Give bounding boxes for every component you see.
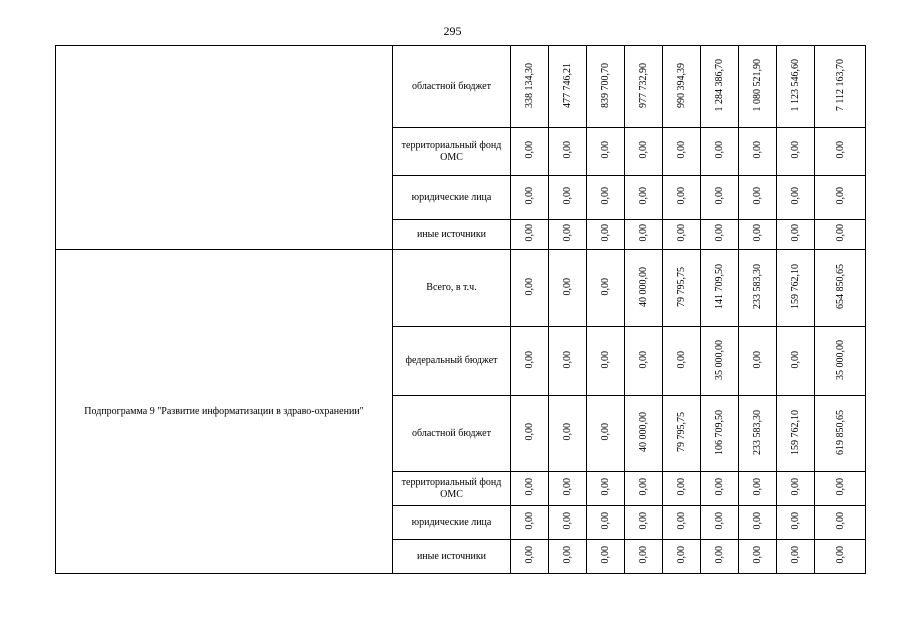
value-cell	[625, 396, 663, 472]
value-text: 0,00	[676, 478, 687, 496]
value-text: 35 000,00	[714, 339, 725, 380]
value-text: 1 080 521,90	[752, 58, 763, 112]
value-text: 619 850,65	[834, 409, 846, 455]
value-text: 0,00	[790, 187, 801, 205]
value-cell	[739, 540, 777, 574]
value-cell	[701, 327, 739, 396]
value-text: 79 795,75	[676, 266, 687, 307]
value-text: 0,00	[790, 478, 801, 496]
value-cell	[739, 46, 777, 128]
value-cell	[587, 540, 625, 574]
value-cell	[625, 472, 663, 506]
value-text: 0,00	[562, 512, 573, 530]
value-text: 0,00	[676, 141, 687, 159]
value-cell	[739, 220, 777, 250]
value-text: 40 000,00	[638, 412, 649, 452]
value-cell	[511, 128, 549, 176]
value-cell	[625, 327, 663, 396]
value-text: 0,00	[790, 141, 801, 159]
value-text: 0,00	[600, 423, 611, 441]
value-cell	[777, 128, 815, 176]
value-cell	[549, 250, 587, 327]
value-cell	[701, 128, 739, 176]
value-text: 0,00	[790, 546, 801, 564]
value-text: 0,00	[524, 512, 535, 530]
value-cell	[587, 128, 625, 176]
funding-source-cell: областной бюджет	[393, 46, 511, 128]
value-cell	[511, 540, 549, 574]
value-cell	[511, 250, 549, 327]
value-cell	[701, 506, 739, 540]
value-text: 0,00	[600, 277, 611, 296]
value-text: 990 394,39	[676, 62, 687, 108]
value-cell	[663, 128, 701, 176]
value-cell	[625, 220, 663, 250]
value-cell	[815, 220, 866, 250]
value-cell	[701, 472, 739, 506]
value-text: 0,00	[524, 478, 535, 496]
value-text: 0,00	[562, 141, 573, 159]
funding-source-cell: иные источники	[393, 540, 511, 574]
value-text: 0,00	[562, 423, 573, 441]
value-cell	[815, 176, 866, 220]
value-text: 0,00	[834, 187, 846, 205]
value-cell	[739, 472, 777, 506]
value-text: 0,00	[638, 478, 649, 496]
program-name-cell	[56, 46, 393, 250]
value-cell	[587, 250, 625, 327]
value-text: 7 112 163,70	[834, 58, 846, 112]
value-text: 0,00	[752, 350, 763, 369]
value-text: 0,00	[638, 512, 649, 530]
value-cell	[625, 46, 663, 128]
value-text: 0,00	[752, 512, 763, 530]
value-text: 0,00	[638, 187, 649, 205]
value-text: 233 583,30	[752, 264, 763, 309]
value-cell	[815, 472, 866, 506]
value-text: 0,00	[676, 224, 687, 242]
value-cell	[815, 506, 866, 540]
value-cell	[549, 396, 587, 472]
value-text: 0,00	[524, 224, 535, 242]
value-text: 0,00	[524, 141, 535, 159]
funding-source-cell: территориальный фонд ОМС	[393, 128, 511, 176]
value-text: 0,00	[834, 224, 846, 242]
value-cell	[663, 540, 701, 574]
value-cell	[663, 472, 701, 506]
value-cell	[549, 472, 587, 506]
value-text: 0,00	[790, 224, 801, 242]
value-cell	[549, 220, 587, 250]
value-cell	[625, 250, 663, 327]
value-cell	[663, 396, 701, 472]
value-cell	[815, 327, 866, 396]
value-cell	[777, 250, 815, 327]
value-text: 0,00	[752, 187, 763, 205]
funding-source-cell: юридические лица	[393, 506, 511, 540]
value-cell	[815, 128, 866, 176]
value-cell	[625, 540, 663, 574]
value-cell	[739, 176, 777, 220]
value-cell	[663, 176, 701, 220]
value-cell	[549, 128, 587, 176]
value-cell	[777, 46, 815, 128]
value-cell	[815, 540, 866, 574]
value-cell	[511, 176, 549, 220]
value-text: 0,00	[714, 478, 725, 496]
value-text: 0,00	[562, 277, 573, 296]
value-cell	[739, 128, 777, 176]
value-cell	[625, 176, 663, 220]
value-cell	[701, 250, 739, 327]
value-cell	[701, 396, 739, 472]
program-name-cell: Подпрограмма 9 "Развитие информатизации в здраво-охранении"	[56, 250, 393, 574]
value-text: 0,00	[714, 141, 725, 159]
value-text: 839 700,70	[600, 62, 611, 108]
value-text: 141 709,50	[714, 264, 725, 309]
value-cell	[777, 220, 815, 250]
value-text: 0,00	[714, 546, 725, 564]
value-cell	[511, 506, 549, 540]
value-text: 0,00	[524, 277, 535, 296]
value-cell	[739, 506, 777, 540]
value-text: 1 284 386,70	[714, 58, 725, 112]
value-text: 0,00	[714, 224, 725, 242]
value-text: 0,00	[600, 224, 611, 242]
value-text: 0,00	[676, 512, 687, 530]
value-text: 0,00	[524, 350, 535, 369]
value-text: 0,00	[638, 546, 649, 564]
value-text: 0,00	[834, 512, 846, 530]
value-cell	[549, 327, 587, 396]
value-text: 977 732,90	[638, 62, 649, 108]
value-cell	[701, 46, 739, 128]
value-cell	[739, 396, 777, 472]
value-cell	[815, 396, 866, 472]
value-cell	[625, 128, 663, 176]
value-text: 0,00	[834, 478, 846, 496]
budget-table	[55, 45, 866, 574]
value-text: 0,00	[562, 478, 573, 496]
value-text: 0,00	[562, 546, 573, 564]
value-text: 0,00	[638, 141, 649, 159]
value-text: 35 000,00	[834, 339, 846, 380]
funding-source-cell: федеральный бюджет	[393, 327, 511, 396]
value-cell	[777, 540, 815, 574]
value-text: 0,00	[600, 350, 611, 369]
funding-source-cell: Всего, в т.ч.	[393, 250, 511, 327]
value-text: 0,00	[638, 224, 649, 242]
value-cell	[777, 472, 815, 506]
value-text: 0,00	[834, 141, 846, 159]
value-cell	[739, 327, 777, 396]
value-text: 0,00	[676, 350, 687, 369]
value-text: 0,00	[752, 141, 763, 159]
value-cell	[511, 327, 549, 396]
value-cell	[549, 540, 587, 574]
value-text: 338 134,30	[524, 62, 535, 108]
value-text: 0,00	[600, 187, 611, 205]
value-cell	[587, 396, 625, 472]
value-text: 0,00	[676, 546, 687, 564]
value-cell	[663, 506, 701, 540]
value-cell	[777, 506, 815, 540]
value-cell	[777, 396, 815, 472]
value-cell	[587, 176, 625, 220]
value-text: 477 746,21	[562, 62, 573, 108]
value-cell	[511, 46, 549, 128]
value-cell	[587, 327, 625, 396]
value-cell	[815, 250, 866, 327]
value-text: 0,00	[562, 224, 573, 242]
value-text: 0,00	[790, 350, 801, 369]
value-text: 0,00	[834, 546, 846, 564]
value-cell	[587, 46, 625, 128]
value-cell	[663, 220, 701, 250]
value-cell	[701, 540, 739, 574]
funding-source-cell: областной бюджет	[393, 396, 511, 472]
table-row	[56, 46, 866, 128]
value-text: 0,00	[562, 350, 573, 369]
value-cell	[701, 220, 739, 250]
value-text: 0,00	[676, 187, 687, 205]
value-cell	[739, 250, 777, 327]
value-cell	[663, 46, 701, 128]
funding-source-cell: иные источники	[393, 220, 511, 250]
value-cell	[587, 472, 625, 506]
value-cell	[511, 220, 549, 250]
value-cell	[815, 46, 866, 128]
value-cell	[663, 250, 701, 327]
value-text: 159 762,10	[790, 264, 801, 309]
value-cell	[663, 327, 701, 396]
table-body	[56, 46, 866, 574]
value-cell	[777, 176, 815, 220]
value-text: 654 850,65	[834, 264, 846, 309]
value-text: 0,00	[524, 187, 535, 205]
value-text: 1 123 546,60	[790, 58, 801, 112]
value-text: 0,00	[714, 187, 725, 205]
value-cell	[701, 176, 739, 220]
value-text: 0,00	[562, 187, 573, 205]
value-text: 0,00	[790, 512, 801, 530]
value-cell	[777, 327, 815, 396]
table-row	[56, 250, 866, 327]
value-text: 40 000,00	[638, 266, 649, 307]
value-text: 0,00	[638, 350, 649, 369]
value-cell	[511, 472, 549, 506]
value-cell	[625, 506, 663, 540]
page-number: 295	[443, 24, 462, 38]
value-cell	[587, 220, 625, 250]
value-text: 79 795,75	[676, 412, 687, 452]
value-text: 0,00	[524, 423, 535, 441]
value-cell	[549, 46, 587, 128]
value-cell	[549, 176, 587, 220]
funding-source-cell: территориальный фонд ОМС	[393, 472, 511, 506]
value-text: 0,00	[600, 141, 611, 159]
value-cell	[587, 506, 625, 540]
funding-source-cell: юридические лица	[393, 176, 511, 220]
value-cell	[511, 396, 549, 472]
value-cell	[549, 506, 587, 540]
value-text: 106 709,50	[714, 409, 725, 455]
value-text: 0,00	[752, 224, 763, 242]
value-text: 0,00	[600, 512, 611, 530]
value-text: 159 762,10	[790, 409, 801, 455]
value-text: 0,00	[600, 546, 611, 564]
value-text: 0,00	[524, 546, 535, 564]
value-text: 233 583,30	[752, 409, 763, 455]
value-text: 0,00	[600, 478, 611, 496]
value-text: 0,00	[752, 546, 763, 564]
value-text: 0,00	[714, 512, 725, 530]
value-text: 0,00	[752, 478, 763, 496]
